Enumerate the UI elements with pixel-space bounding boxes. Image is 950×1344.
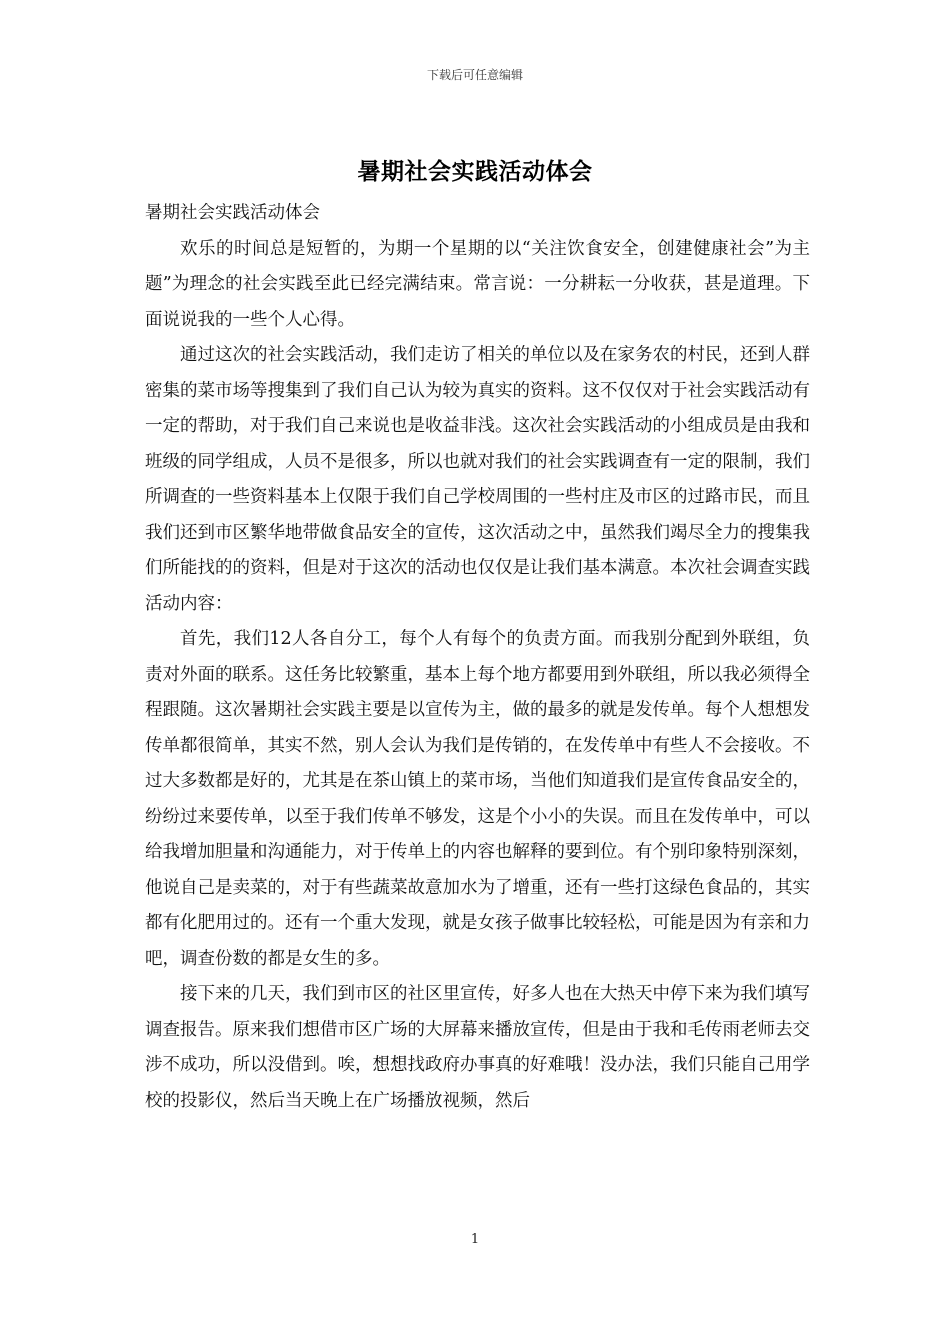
- page-number: 1: [470, 1232, 480, 1247]
- paragraph-4: 接下来的几天，我们到市区的社区里宣传，好多人也在大热天中停下来为我们填写调查报告。原来我们想借市区广场的大屏幕来播放宣传，但是由于我和毛传雨老师去交涉不成功，所以没借到。唉，想想找政府办事真的好难哦！没办法，我们只能自己用学校的投影仪，然后当天晚上在广场播放视频，然后: [145, 984, 810, 1111]
- document-subtitle: 暑期社会实践活动体会: [145, 203, 320, 223]
- document-body: [145, 196, 810, 1119]
- paragraph-3: 首先，我们12人各自分工，每个人有每个的负责方面。而我别分配到外联组，负责对外面的联系。这任务比较繁重，基本上每个地方都要用到外联组，所以我必须得全程跟随。这次暑期社会实践主要是以宣传为主，做的最多的就是发传单。每个人想想发传单都很简单，其实不然，别人会认为我们是传销的，在发传单中有些人不会接收。不过大多数都是好的，尤其是在茶山镇上的菜市场，当他们知道我们是宣传食品安全的，纷纷过来要传单，以至于我们传单不够发，这是个小小的失误。而且在发传单中，可以给我增加胆量和沟通能力，对于传单上的内容也解释的要到位。有个别印象特别深刻，他说自己是卖菜的，对于有些蔬菜故意加水为了增重，还有一些打这绿色食品的，其实都有化肥用过的。还有一个重大发现，就是女孩子做事比较轻松，可能是因为有亲和力吧，调查份数的都是女生的多。: [145, 629, 810, 969]
- paragraph-2: 通过这次的社会实践活动，我们走访了相关的单位以及在家务农的村民，还到人群密集的菜市场等搜集到了我们自己认为较为真实的资料。这不仅仅对于社会实践活动有一定的帮助，对于我们自己来说也是收益非浅。这次社会实践活动的小组成员是由我和班级的同学组成，人员不是很多，所以也就对我们的社会实践调查有一定的限制，我们所调查的一些资料基本上仅限于我们自己学校周围的一些村庄及市区的过路市民，而且我们还到市区繁华地带做食品安全的宣传，这次活动之中，虽然我们竭尽全力的搜集我们所能找的的资料，但是对于这次的活动也仅仅是让我们基本满意。本次社会调查实践活动内容：: [145, 345, 810, 614]
- paragraph-1: 欢乐的时间总是短暂的，为期一个星期的以“关注饮食安全，创建健康社会”为主题”为理念的社会实践至此已经完满结束。常言说：一分耕耘一分收获，甚是道理。下面说说我的一些个人心得。: [145, 238, 810, 330]
- header-note: 下载后可任意编辑: [426, 68, 523, 82]
- document-title: 暑期社会实践活动体会: [357, 158, 593, 185]
